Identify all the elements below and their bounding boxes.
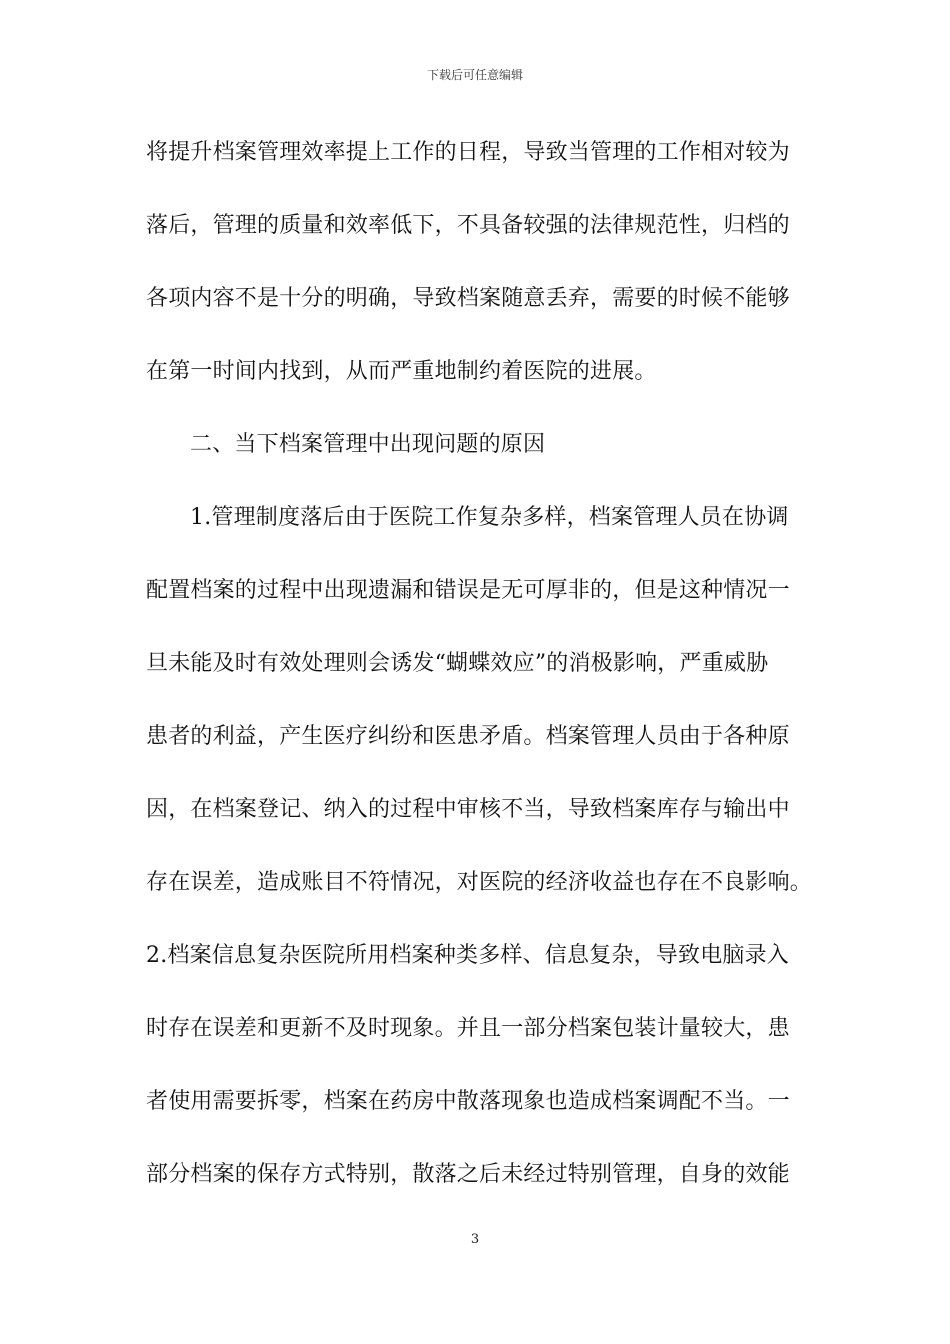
body-text — [146, 130, 816, 1225]
paragraph-line: 时存在误差和更新不及时现象。并且一部分档案包装计量较大，患 — [146, 1016, 790, 1041]
header-note: 下载后可任意编辑 — [426, 68, 523, 82]
paragraph-line: 配置档案的过程中出现遗漏和错误是无可厚非的，但是这种情况一 — [146, 578, 790, 603]
paragraph-line: 旦未能及时有效处理则会诱发“蝴蝶效应”的消极影响，严重威胁 — [146, 651, 769, 676]
paragraph-line: 存在误差，造成账目不符情况，对医院的经济收益也存在不良影响。 — [146, 870, 813, 895]
paragraph-line: 者使用需要拆零，档案在药房中散落现象也造成档案调配不当。一 — [146, 1089, 790, 1114]
paragraph-line: 部分档案的保存方式特别，散落之后未经过特别管理，自身的效能 — [146, 1162, 790, 1187]
paragraph-line: 将提升档案管理效率提上工作的日程，导致当管理的工作相对较为 — [146, 140, 790, 165]
section-heading: 二、当下档案管理中出现问题的原因 — [190, 432, 546, 457]
paragraph-line: 落后，管理的质量和效率低下，不具备较强的法律规范性，归档的 — [146, 213, 790, 238]
paragraph-line: 2.档案信息复杂医院所用档案种类多样、信息复杂，导致电脑录入 — [146, 943, 789, 968]
paragraph-line: 因，在档案登记、纳入的过程中审核不当，导致档案库存与输出中 — [146, 797, 790, 822]
paragraph-line: 1.管理制度落后由于医院工作复杂多样，档案管理人员在协调 — [190, 505, 789, 530]
paragraph-line: 各项内容不是十分的明确，导致档案随意丢弃，需要的时候不能够 — [146, 286, 790, 311]
paragraph-line: 患者的利益，产生医疗纠纷和医患矛盾。档案管理人员由于各种原 — [146, 724, 790, 749]
page-number: 3 — [470, 1232, 480, 1247]
paragraph-line: 在第一时间内找到，从而严重地制约着医院的进展。 — [146, 359, 657, 384]
